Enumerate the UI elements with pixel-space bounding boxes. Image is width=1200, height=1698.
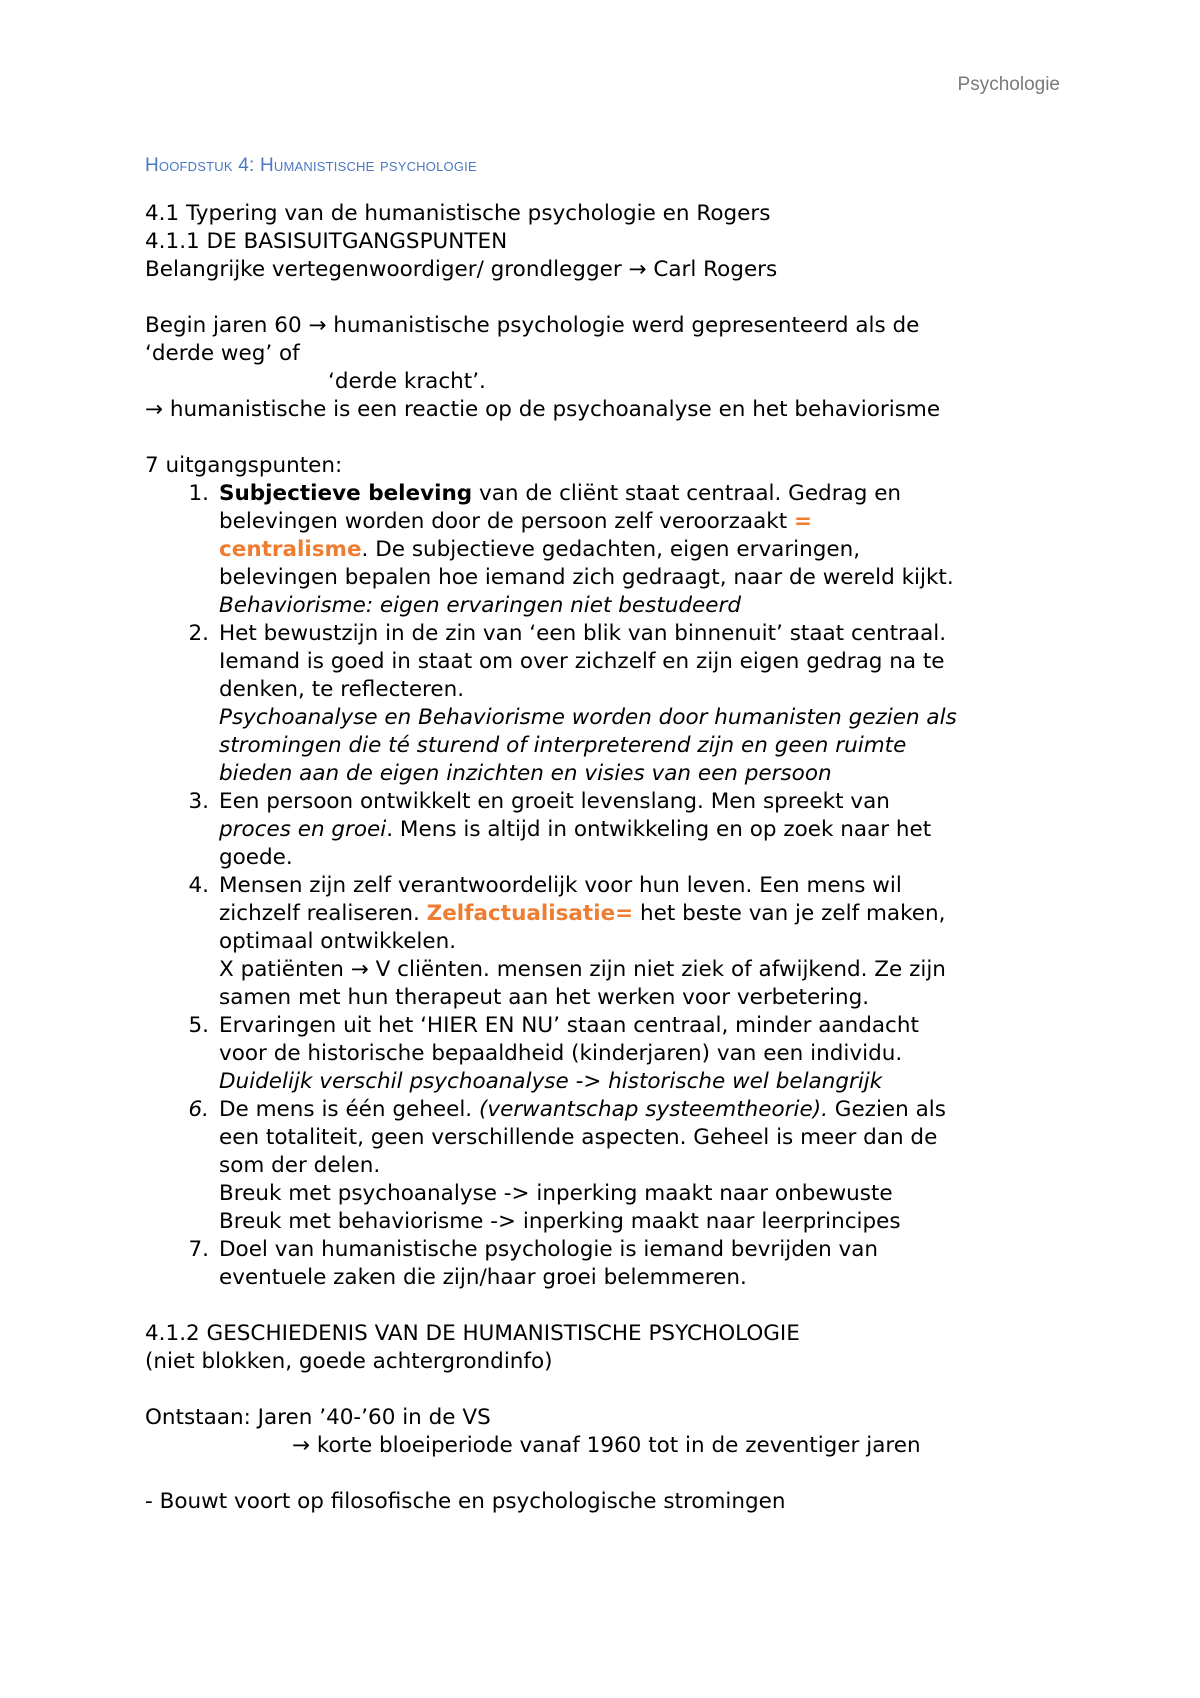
- document-body: [145, 152, 1065, 1516]
- builds-on-line: - Bouwt voort op filosofische en psychologische stromingen: [145, 1489, 786, 1514]
- list-number: 6.: [188, 1097, 209, 1122]
- text: Iemand is goed in staat om over zichzelf en zijn eigen gedrag na te: [219, 649, 945, 674]
- italic-note: bieden aan de eigen inzichten en visies van een persoon: [219, 761, 832, 786]
- principles-list: [145, 480, 1065, 1292]
- text: Breuk met psychoanalyse -> inperking maakt naar onbewuste: [219, 1181, 893, 1206]
- list-item: [145, 872, 1065, 1012]
- text: een totaliteit, geen verschillende aspecten. Geheel is meer dan de: [219, 1125, 938, 1150]
- text: van de cliënt staat centraal. Gedrag en: [472, 481, 902, 506]
- section-4-1-1-heading: 4.1.1 DE BASISUITGANGSPUNTEN: [145, 229, 508, 254]
- italic-term: (verwantschap systeemtheorie).: [478, 1097, 828, 1122]
- text: zichzelf realiseren.: [219, 901, 427, 926]
- origin-line: Ontstaan: Jaren ’40-’60 in de VS: [145, 1405, 491, 1430]
- list-item: [145, 1096, 1065, 1236]
- list-number: 3.: [188, 789, 209, 814]
- list-item: [145, 1236, 1065, 1292]
- italic-note: Psychoanalyse en Behaviorisme worden door humanisten gezien als: [219, 705, 957, 730]
- principles-heading: 7 uitgangspunten:: [145, 453, 343, 478]
- list-number: 1.: [188, 481, 209, 506]
- text: belevingen worden door de persoon zelf veroorzaakt: [219, 509, 794, 534]
- text: Breuk met behaviorisme -> inperking maakt naar leerprincipes: [219, 1209, 901, 1234]
- text: som der delen.: [219, 1153, 381, 1178]
- text: Mensen zijn zelf verantwoordelijk voor hun leven. Een mens wil: [219, 873, 902, 898]
- text: optimaal ontwikkelen.: [219, 929, 457, 954]
- text: samen met hun therapeut aan het werken voor verbetering.: [219, 985, 870, 1010]
- intro-line-4: → humanistische is een reactie op de psychoanalyse en het behaviorisme: [145, 397, 941, 422]
- section-4-1-2-heading: 4.1.2 GESCHIEDENIS VAN DE HUMANISTISCHE PSYCHOLOGIE: [145, 1321, 800, 1346]
- text: Gezien als: [827, 1097, 946, 1122]
- text: Een persoon ontwikkelt en groeit levenslang. Men spreekt van: [219, 789, 890, 814]
- list-number: 7.: [188, 1237, 209, 1262]
- text: belevingen bepalen hoe iemand zich gedraagt, naar de wereld kijkt.: [219, 565, 954, 590]
- list-number: 4.: [188, 873, 209, 898]
- text: eventuele zaken die zijn/haar groei belemmeren.: [219, 1265, 747, 1290]
- text: De mens is één geheel.: [219, 1097, 479, 1122]
- bloom-line: → korte bloeiperiode vanaf 1960 tot in de zeventiger jaren: [292, 1433, 921, 1458]
- intro-line-3: ‘derde kracht’.: [328, 369, 486, 394]
- text: Het bewustzijn in de zin van ‘een blik van binnenuit’ staat centraal.: [219, 621, 947, 646]
- text: . Mens is altijd in ontwikkeling en op zoek naar het: [386, 817, 932, 842]
- italic-term: proces en groei: [219, 817, 387, 842]
- section-4-1-heading: 4.1 Typering van de humanistische psychologie en Rogers: [145, 201, 771, 226]
- list-item: [145, 480, 1065, 620]
- list-item: [145, 788, 1065, 872]
- list-item: [145, 1012, 1065, 1096]
- text: het beste van je zelf maken,: [633, 901, 946, 926]
- representative-line: Belangrijke vertegenwoordiger/ grondlegger → Carl Rogers: [145, 257, 778, 282]
- italic-note: Duidelijk verschil psychoanalyse -> historische wel belangrijk: [219, 1069, 883, 1094]
- section-note: (niet blokken, goede achtergrondinfo): [145, 1349, 553, 1374]
- text: Ervaringen uit het ‘HIER EN NU’ staan centraal, minder aandacht: [219, 1013, 919, 1038]
- highlight-term: =: [794, 509, 813, 534]
- intro-line-1: Begin jaren 60 → humanistische psychologie werd gepresenteerd als de: [145, 313, 920, 338]
- text: . De subjectieve gedachten, eigen ervaringen,: [361, 537, 861, 562]
- text: voor de historische bepaaldheid (kinderjaren) van een individu.: [219, 1041, 903, 1066]
- page-header: Psychologie: [957, 74, 1060, 95]
- text: denken, te reflecteren.: [219, 677, 465, 702]
- text: X patiënten → V cliënten. mensen zijn niet ziek of afwijkend. Ze zijn: [219, 957, 946, 982]
- list-number: 5.: [188, 1013, 209, 1038]
- highlight-term: centralisme: [219, 537, 362, 562]
- list-item: [145, 620, 1065, 788]
- list-number: 2.: [188, 621, 209, 646]
- intro-line-2: ‘derde weg’ of: [145, 341, 300, 366]
- text: Doel van humanistische psychologie is iemand bevrijden van: [219, 1237, 879, 1262]
- text: goede.: [219, 845, 293, 870]
- chapter-title: Hoofdstuk 4: Humanistische psychologie: [145, 155, 477, 176]
- highlight-term: Zelfactualisatie=: [426, 901, 634, 926]
- italic-note: stromingen die té sturend of interpreterend zijn en geen ruimte: [219, 733, 907, 758]
- italic-note: Behaviorisme: eigen ervaringen niet bestudeerd: [219, 593, 741, 618]
- bold-term: Subjectieve beleving: [219, 481, 473, 506]
